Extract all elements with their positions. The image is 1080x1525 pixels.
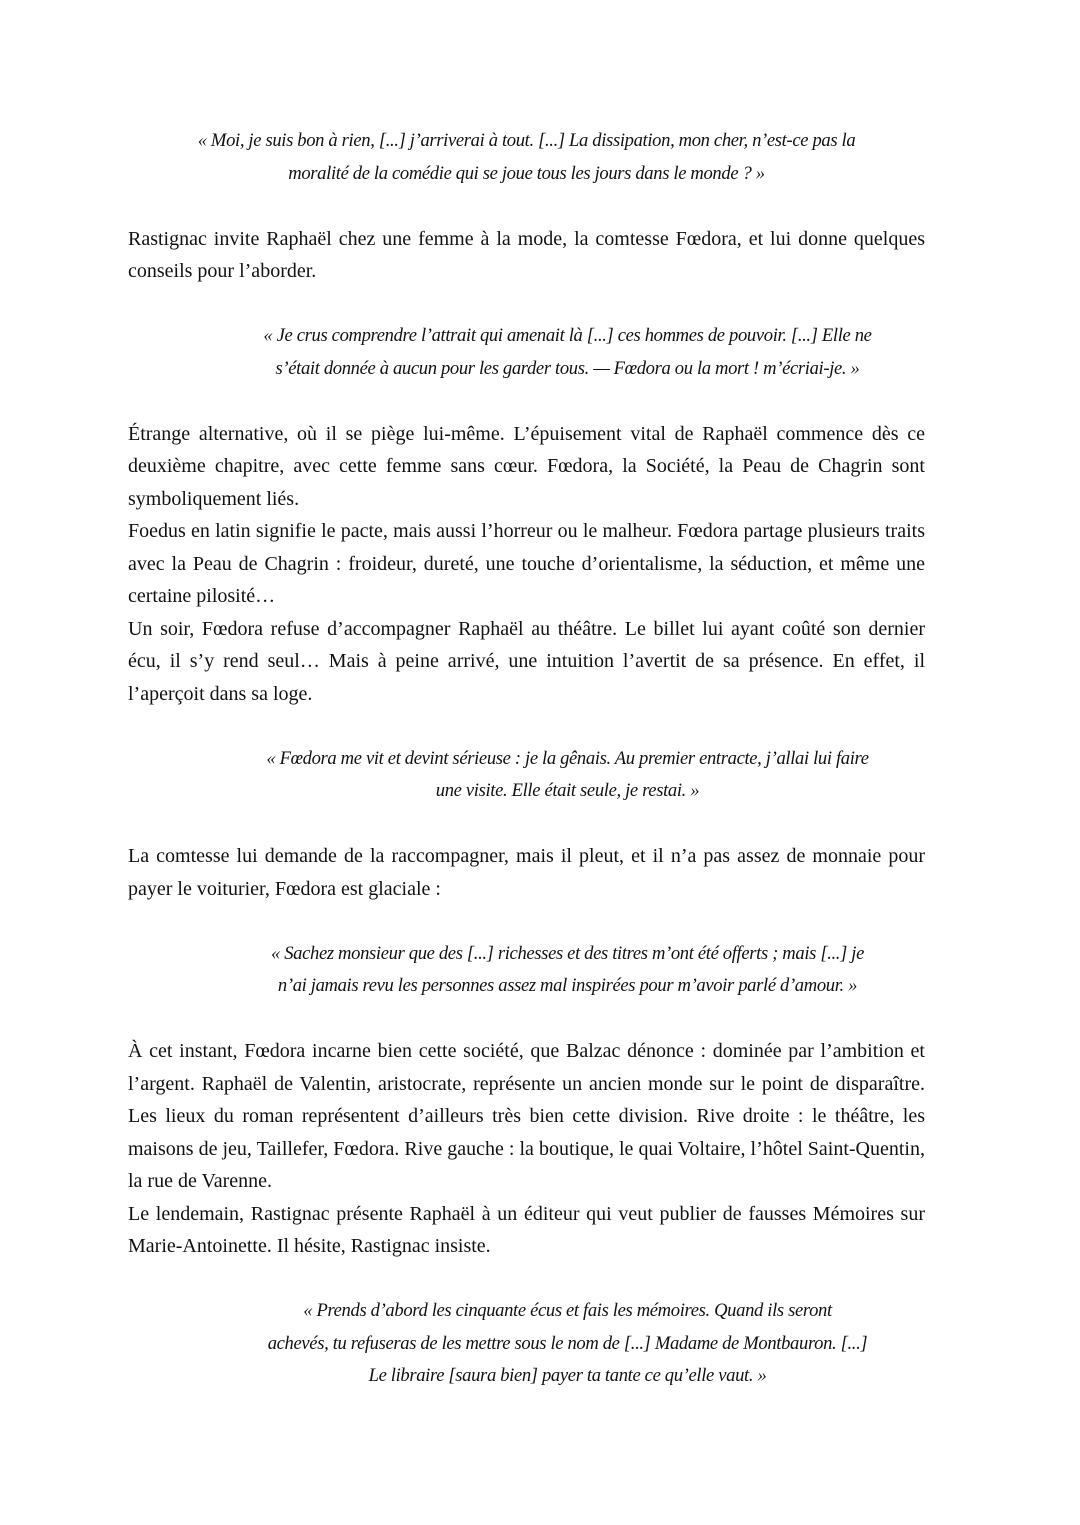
quote-line: s’était donnée à aucun pour les garder tous. — Fœdora ou la mort ! m’écriai-je. » xyxy=(275,357,860,379)
quote-line: « Moi, je suis bon à rien, [...] j’arriverai à tout. [...] La dissipation, mon cher, n’est-ce pas la xyxy=(197,130,856,151)
quote-line: « Fœdora me vit et devint sérieuse : je la gênais. Au premier entracte, j’allai lui faire xyxy=(266,747,869,769)
quote-3 xyxy=(210,743,925,808)
quote-line: Le libraire [saura bien] payer ta tante ce qu’elle vaut. » xyxy=(368,1365,767,1386)
quote-line: achevés, tu refuseras de les mettre sous le nom de [...] Madame de Montbauron. [...] xyxy=(267,1332,868,1354)
quote-line: moralité de la comédie qui se joue tous les jours dans le monde ? » xyxy=(288,162,765,184)
quote-4 xyxy=(210,938,925,1003)
paragraph: Foedus en latin signifie le pacte, mais aussi l’horreur ou le malheur. Fœdora partage plusieurs traits avec la Peau de Chagrin : froideur, dureté, une touche d’orientalisme, la séduction, et même une certaine pilosité… xyxy=(128,520,925,607)
quote-line: « Je crus comprendre l’attrait qui amenait là [...] ces hommes de pouvoir. [...] Elle ne xyxy=(263,325,872,346)
quote-line: « Sachez monsieur que des [...] richesses et des titres m’ont été offerts ; mais [...] je xyxy=(270,942,865,964)
paragraph: La comtesse lui demande de la raccompagner, mais il pleut, et il n’a pas assez de monnaie pour payer le voiturier, Fœdora est glaciale : xyxy=(128,845,925,900)
quote-1 xyxy=(128,125,925,190)
paragraph: Le lendemain, Rastignac présente Raphaël à un éditeur qui veut publier de fausses Mémoires sur Marie-Antoinette. Il hésite, Rastignac insiste. xyxy=(128,1202,925,1257)
document-page xyxy=(128,125,925,1393)
paragraph: À cet instant, Fœdora incarne bien cette société, que Balzac dénonce : dominée par l’ambition et l’argent. Raphaël de Valentin, aristocrate, représente un ancien monde sur le point de disparaître. Les lieux du roman représentent d’ailleurs très bien cette division. Rive droite : le théâtre, les maisons de jeu, Taillefer, Fœdora. Rive gauche : la boutique, le quai Voltaire, l’hôtel Saint-Quentin, la rue de Varenne. xyxy=(128,1040,925,1192)
paragraph: Étrange alternative, où il se piège lui-même. L’épuisement vital de Raphaël commence dès ce deuxième chapitre, avec cette femme sans cœur. Fœdora, la Société, la Peau de Chagrin sont symboliquement liés. xyxy=(128,422,925,510)
quote-line: n’ai jamais revu les personnes assez mal inspirées pour m’avoir parlé d’amour. » xyxy=(277,975,858,996)
quote-5 xyxy=(210,1295,925,1393)
paragraph: Rastignac invite Raphaël chez une femme à la mode, la comtesse Fœdora, et lui donne quelques conseils pour l’aborder. xyxy=(128,227,925,282)
paragraph: Un soir, Fœdora refuse d’accompagner Raphaël au théâtre. Le billet lui ayant coûté son dernier écu, il s’y rend seul… Mais à peine arrivé, une intuition l’avertit de sa présence. En effet, il l’aperçoit dans sa loge. xyxy=(128,617,925,705)
quote-line: « Prends d’abord les cinquante écus et fais les mémoires. Quand ils seront xyxy=(303,1300,832,1321)
quote-line: une visite. Elle était seule, je restai. » xyxy=(435,780,700,801)
quote-2 xyxy=(210,320,925,385)
